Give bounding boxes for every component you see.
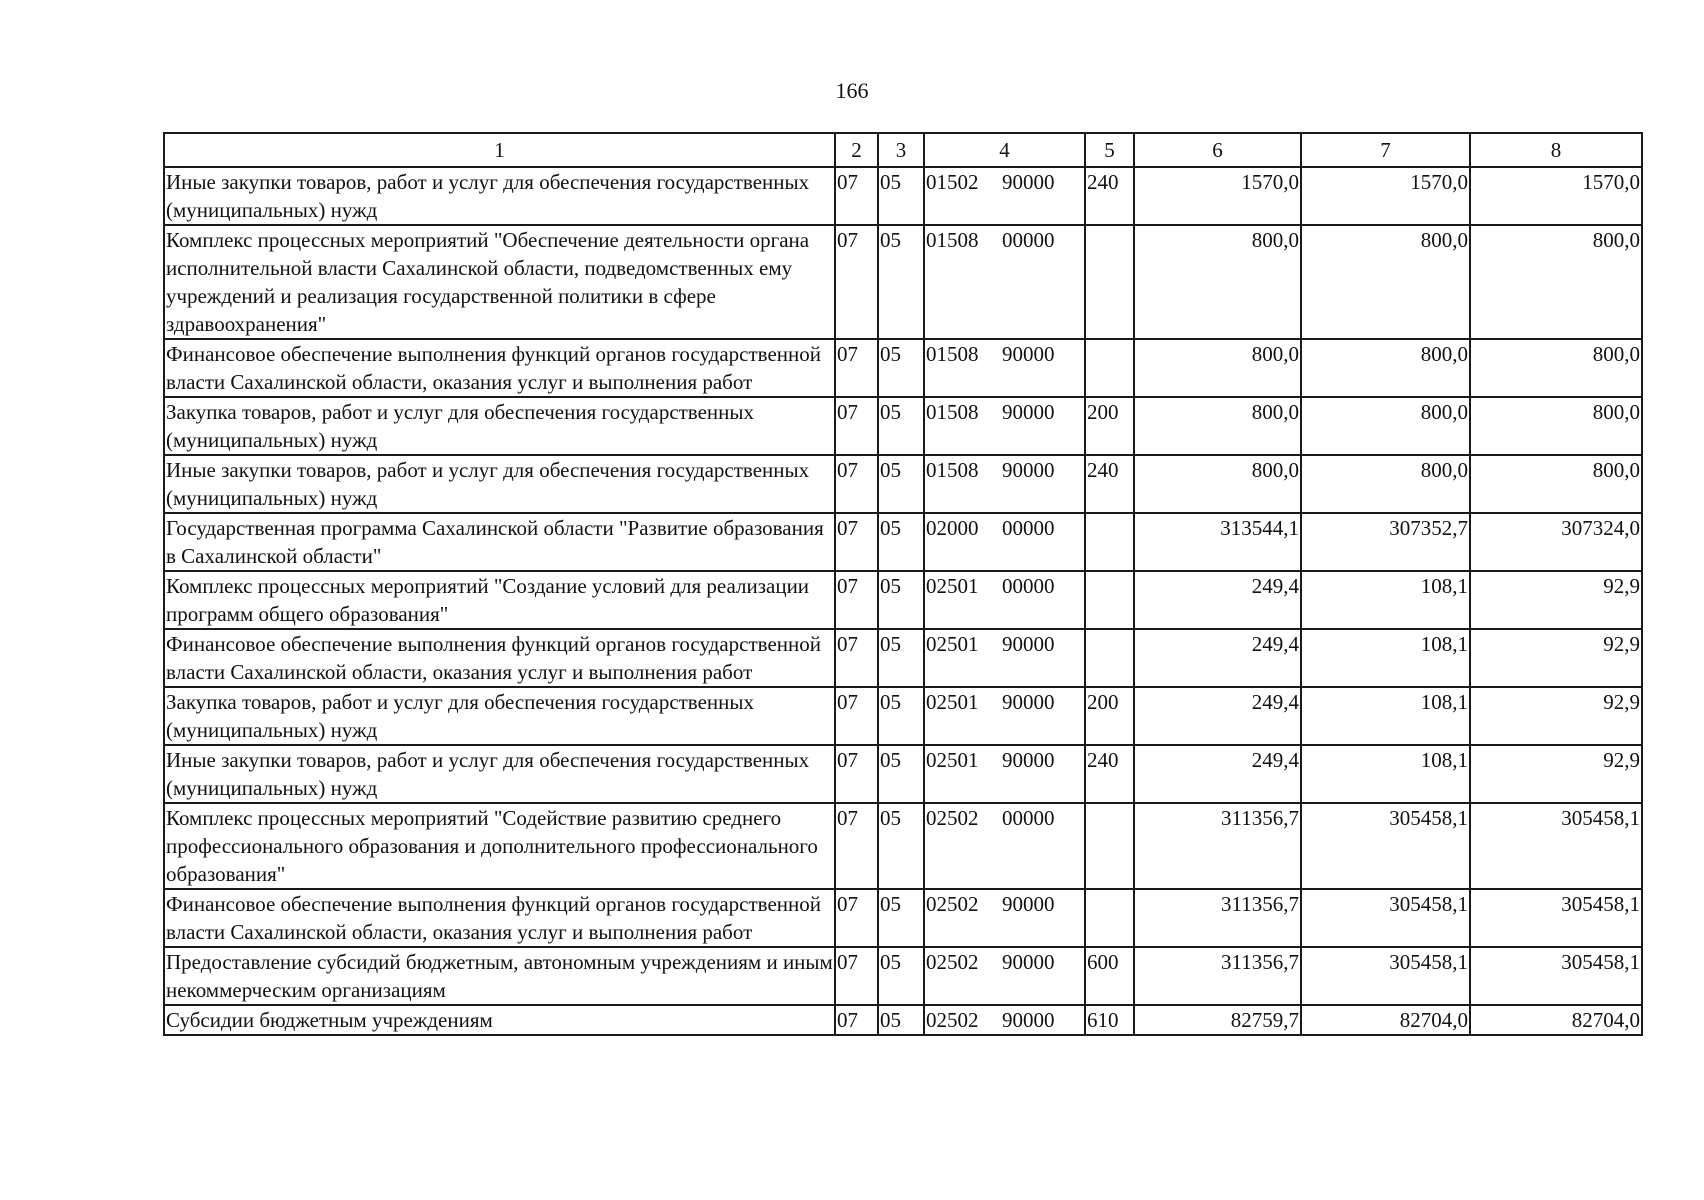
row-name-cell: Иные закупки товаров, работ и услуг для обеспечения государственных (муниципальных) нужд bbox=[164, 455, 835, 513]
row-name-cell: Финансовое обеспечение выполнения функций органов государственной власти Сахалинской области, оказания услуг и выполнения работ bbox=[164, 889, 835, 947]
direction-code: 90000 bbox=[1002, 170, 1055, 194]
program-code: 02502 bbox=[926, 806, 979, 830]
section-code-cell: 07 bbox=[835, 455, 878, 513]
amount-cell-7: 307352,7 bbox=[1301, 513, 1470, 571]
target-article-cell bbox=[924, 629, 1085, 687]
section-code-cell: 07 bbox=[835, 745, 878, 803]
table-row bbox=[164, 225, 1642, 339]
amount-cell-6: 800,0 bbox=[1134, 455, 1301, 513]
direction-code: 00000 bbox=[1002, 228, 1055, 252]
table-row bbox=[164, 339, 1642, 397]
amount-cell-6: 249,4 bbox=[1134, 629, 1301, 687]
direction-code: 90000 bbox=[1002, 400, 1055, 424]
amount-cell-8: 800,0 bbox=[1470, 455, 1642, 513]
amount-cell-8: 1570,0 bbox=[1470, 167, 1642, 225]
column-header: 7 bbox=[1301, 133, 1470, 167]
row-name-cell: Иные закупки товаров, работ и услуг для обеспечения государственных (муниципальных) нужд bbox=[164, 167, 835, 225]
column-header: 4 bbox=[924, 133, 1085, 167]
direction-code: 90000 bbox=[1002, 748, 1055, 772]
amount-cell-8: 305458,1 bbox=[1470, 889, 1642, 947]
expense-type-cell bbox=[1085, 339, 1134, 397]
direction-code: 90000 bbox=[1002, 892, 1055, 916]
section-code-cell: 07 bbox=[835, 889, 878, 947]
table-row bbox=[164, 455, 1642, 513]
subsection-code-cell: 05 bbox=[878, 1005, 924, 1035]
section-code-cell: 07 bbox=[835, 1005, 878, 1035]
target-article-cell bbox=[924, 397, 1085, 455]
section-code-cell: 07 bbox=[835, 397, 878, 455]
expense-type-cell bbox=[1085, 629, 1134, 687]
table-body bbox=[164, 167, 1642, 1035]
program-code: 01508 bbox=[926, 228, 979, 252]
program-code: 02502 bbox=[926, 1008, 979, 1032]
row-name-cell: Закупка товаров, работ и услуг для обеспечения государственных (муниципальных) нужд bbox=[164, 397, 835, 455]
amount-cell-8: 92,9 bbox=[1470, 745, 1642, 803]
target-article-cell bbox=[924, 803, 1085, 889]
target-article-cell bbox=[924, 889, 1085, 947]
target-article-cell bbox=[924, 167, 1085, 225]
budget-table bbox=[163, 132, 1643, 1036]
direction-code: 90000 bbox=[1002, 342, 1055, 366]
subsection-code-cell: 05 bbox=[878, 687, 924, 745]
amount-cell-6: 311356,7 bbox=[1134, 947, 1301, 1005]
amount-cell-8: 92,9 bbox=[1470, 571, 1642, 629]
row-name-cell: Финансовое обеспечение выполнения функций органов государственной власти Сахалинской области, оказания услуг и выполнения работ bbox=[164, 339, 835, 397]
direction-code: 90000 bbox=[1002, 690, 1055, 714]
table-row bbox=[164, 803, 1642, 889]
amount-cell-7: 800,0 bbox=[1301, 225, 1470, 339]
amount-cell-6: 249,4 bbox=[1134, 745, 1301, 803]
expense-type-cell bbox=[1085, 889, 1134, 947]
amount-cell-7: 108,1 bbox=[1301, 571, 1470, 629]
table-row bbox=[164, 1005, 1642, 1035]
expense-type-cell bbox=[1085, 803, 1134, 889]
target-article-cell bbox=[924, 571, 1085, 629]
section-code-cell: 07 bbox=[835, 947, 878, 1005]
amount-cell-8: 92,9 bbox=[1470, 687, 1642, 745]
section-code-cell: 07 bbox=[835, 687, 878, 745]
direction-code: 90000 bbox=[1002, 458, 1055, 482]
amount-cell-7: 305458,1 bbox=[1301, 889, 1470, 947]
table-row bbox=[164, 513, 1642, 571]
amount-cell-6: 82759,7 bbox=[1134, 1005, 1301, 1035]
amount-cell-6: 1570,0 bbox=[1134, 167, 1301, 225]
expense-type-cell bbox=[1085, 225, 1134, 339]
amount-cell-7: 108,1 bbox=[1301, 687, 1470, 745]
table-header bbox=[164, 133, 1642, 167]
amount-cell-7: 305458,1 bbox=[1301, 947, 1470, 1005]
program-code: 01502 bbox=[926, 170, 979, 194]
section-code-cell: 07 bbox=[835, 571, 878, 629]
expense-type-cell: 240 bbox=[1085, 455, 1134, 513]
section-code-cell: 07 bbox=[835, 513, 878, 571]
section-code-cell: 07 bbox=[835, 339, 878, 397]
amount-cell-6: 249,4 bbox=[1134, 687, 1301, 745]
direction-code: 00000 bbox=[1002, 806, 1055, 830]
amount-cell-7: 82704,0 bbox=[1301, 1005, 1470, 1035]
column-header: 1 bbox=[164, 133, 835, 167]
amount-cell-8: 800,0 bbox=[1470, 339, 1642, 397]
target-article-cell bbox=[924, 513, 1085, 571]
table-row bbox=[164, 397, 1642, 455]
program-code: 01508 bbox=[926, 458, 979, 482]
subsection-code-cell: 05 bbox=[878, 455, 924, 513]
direction-code: 90000 bbox=[1002, 1008, 1055, 1032]
subsection-code-cell: 05 bbox=[878, 889, 924, 947]
row-name-cell: Предоставление субсидий бюджетным, автономным учреждениям и иным некоммерческим организациям bbox=[164, 947, 835, 1005]
amount-cell-7: 305458,1 bbox=[1301, 803, 1470, 889]
target-article-cell bbox=[924, 455, 1085, 513]
row-name-cell: Комплекс процессных мероприятий "Создание условий для реализации программ общего образования" bbox=[164, 571, 835, 629]
row-name-cell: Финансовое обеспечение выполнения функций органов государственной власти Сахалинской области, оказания услуг и выполнения работ bbox=[164, 629, 835, 687]
section-code-cell: 07 bbox=[835, 167, 878, 225]
program-code: 02000 bbox=[926, 516, 979, 540]
subsection-code-cell: 05 bbox=[878, 629, 924, 687]
row-name-cell: Комплекс процессных мероприятий "Обеспечение деятельности органа исполнительной власти Сахалинской области, подведомственных ему учреждений и реализация государственной политики в сфере здравоохранения" bbox=[164, 225, 835, 339]
expense-type-cell: 240 bbox=[1085, 745, 1134, 803]
amount-cell-8: 305458,1 bbox=[1470, 947, 1642, 1005]
expense-type-cell: 600 bbox=[1085, 947, 1134, 1005]
row-name-cell: Государственная программа Сахалинской области "Развитие образования в Сахалинской области" bbox=[164, 513, 835, 571]
header-row bbox=[164, 133, 1642, 167]
expense-type-cell bbox=[1085, 571, 1134, 629]
amount-cell-7: 800,0 bbox=[1301, 397, 1470, 455]
program-code: 02502 bbox=[926, 892, 979, 916]
subsection-code-cell: 05 bbox=[878, 745, 924, 803]
table-row bbox=[164, 687, 1642, 745]
target-article-cell bbox=[924, 947, 1085, 1005]
subsection-code-cell: 05 bbox=[878, 397, 924, 455]
column-header: 6 bbox=[1134, 133, 1301, 167]
table-row bbox=[164, 745, 1642, 803]
table-row bbox=[164, 571, 1642, 629]
program-code: 02501 bbox=[926, 748, 979, 772]
row-name-cell: Закупка товаров, работ и услуг для обеспечения государственных (муниципальных) нужд bbox=[164, 687, 835, 745]
expense-type-cell: 200 bbox=[1085, 687, 1134, 745]
amount-cell-7: 800,0 bbox=[1301, 455, 1470, 513]
amount-cell-7: 1570,0 bbox=[1301, 167, 1470, 225]
expense-type-cell: 200 bbox=[1085, 397, 1134, 455]
program-code: 02501 bbox=[926, 690, 979, 714]
program-code: 02501 bbox=[926, 574, 979, 598]
subsection-code-cell: 05 bbox=[878, 947, 924, 1005]
row-name-cell: Субсидии бюджетным учреждениям bbox=[164, 1005, 835, 1035]
column-header: 2 bbox=[835, 133, 878, 167]
subsection-code-cell: 05 bbox=[878, 803, 924, 889]
program-code: 02501 bbox=[926, 632, 979, 656]
direction-code: 90000 bbox=[1002, 950, 1055, 974]
table-row bbox=[164, 167, 1642, 225]
program-code: 01508 bbox=[926, 342, 979, 366]
table-row bbox=[164, 889, 1642, 947]
section-code-cell: 07 bbox=[835, 629, 878, 687]
amount-cell-8: 800,0 bbox=[1470, 225, 1642, 339]
amount-cell-6: 249,4 bbox=[1134, 571, 1301, 629]
subsection-code-cell: 05 bbox=[878, 167, 924, 225]
section-code-cell: 07 bbox=[835, 225, 878, 339]
subsection-code-cell: 05 bbox=[878, 225, 924, 339]
amount-cell-8: 92,9 bbox=[1470, 629, 1642, 687]
subsection-code-cell: 05 bbox=[878, 571, 924, 629]
target-article-cell bbox=[924, 1005, 1085, 1035]
expense-type-cell bbox=[1085, 513, 1134, 571]
amount-cell-7: 800,0 bbox=[1301, 339, 1470, 397]
amount-cell-8: 307324,0 bbox=[1470, 513, 1642, 571]
row-name-cell: Иные закупки товаров, работ и услуг для обеспечения государственных (муниципальных) нужд bbox=[164, 745, 835, 803]
amount-cell-8: 305458,1 bbox=[1470, 803, 1642, 889]
subsection-code-cell: 05 bbox=[878, 339, 924, 397]
target-article-cell bbox=[924, 745, 1085, 803]
program-code: 02502 bbox=[926, 950, 979, 974]
column-header: 8 bbox=[1470, 133, 1642, 167]
amount-cell-7: 108,1 bbox=[1301, 629, 1470, 687]
table-row bbox=[164, 629, 1642, 687]
subsection-code-cell: 05 bbox=[878, 513, 924, 571]
direction-code: 90000 bbox=[1002, 632, 1055, 656]
direction-code: 00000 bbox=[1002, 516, 1055, 540]
row-name-cell: Комплекс процессных мероприятий "Содействие развитию среднего профессионального образования и дополнительного профессионального образования" bbox=[164, 803, 835, 889]
amount-cell-8: 82704,0 bbox=[1470, 1005, 1642, 1035]
target-article-cell bbox=[924, 687, 1085, 745]
amount-cell-8: 800,0 bbox=[1470, 397, 1642, 455]
amount-cell-6: 311356,7 bbox=[1134, 803, 1301, 889]
direction-code: 00000 bbox=[1002, 574, 1055, 598]
amount-cell-6: 800,0 bbox=[1134, 339, 1301, 397]
section-code-cell: 07 bbox=[835, 803, 878, 889]
amount-cell-6: 800,0 bbox=[1134, 397, 1301, 455]
amount-cell-6: 313544,1 bbox=[1134, 513, 1301, 571]
target-article-cell bbox=[924, 339, 1085, 397]
expense-type-cell: 240 bbox=[1085, 167, 1134, 225]
column-header: 3 bbox=[878, 133, 924, 167]
target-article-cell bbox=[924, 225, 1085, 339]
column-header: 5 bbox=[1085, 133, 1134, 167]
page-number: 166 bbox=[835, 78, 869, 103]
amount-cell-6: 311356,7 bbox=[1134, 889, 1301, 947]
amount-cell-6: 800,0 bbox=[1134, 225, 1301, 339]
expense-type-cell: 610 bbox=[1085, 1005, 1134, 1035]
program-code: 01508 bbox=[926, 400, 979, 424]
table-row bbox=[164, 947, 1642, 1005]
amount-cell-7: 108,1 bbox=[1301, 745, 1470, 803]
